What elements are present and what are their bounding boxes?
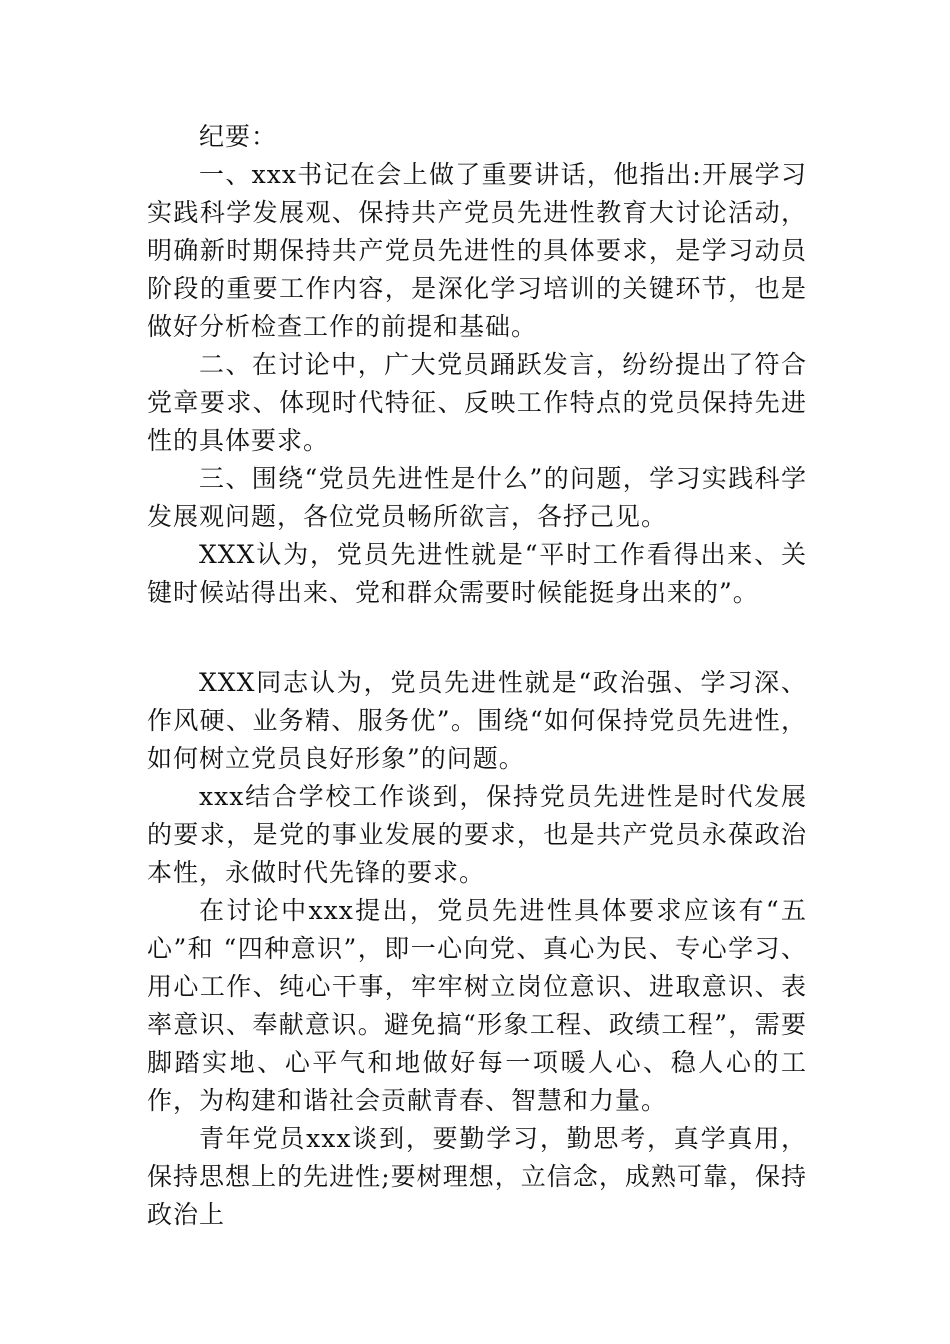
paragraph-young-member: 青年党员xxx谈到，要勤学习，勤思考，真学真用，保持思想上的先进性;要树理想，立信念，成熟可靠，保持政治上: [147, 1124, 807, 1229]
minutes-heading: 纪要：: [199, 122, 278, 151]
paragraph-point-one: 一、xxx书记在会上做了重要讲话，他指出:开展学习实践科学发展观、保持共产党员先进性教育大讨论活动，明确新时期保持共产党员先进性的具体要求，是学习动员阶段的重要工作内容，是深化学习培训的关键环节，也是做好分析检查工作的前提和基础。: [147, 160, 807, 341]
paragraph-xxx-opinion: XXX认为，党员先进性就是“平时工作看得出来、关键时候站得出来、党和群众需要时候能挺身出来的”。: [147, 540, 807, 607]
paragraph-school-work: xxx结合学校工作谈到，保持党员先进性是时代发展的要求，是党的事业发展的要求，也是共产党员永葆政治本性，永做时代先锋的要求。: [147, 782, 807, 887]
paragraph-point-two: 二、在讨论中，广大党员踊跃发言，纷纷提出了符合党章要求、体现时代特征、反映工作特点的党员保持先进性的具体要求。: [147, 350, 807, 455]
paragraph-gap: [147, 612, 807, 664]
document-body: [147, 118, 807, 1234]
paragraph-comrade-opinion: XXX同志认为，党员先进性就是“政治强、学习深、作风硬、业务精、服务优”。围绕“如何保持党员先进性，如何树立党员良好形象”的问题。: [147, 668, 807, 773]
paragraph-five-hearts: 在讨论中xxx提出，党员先进性具体要求应该有“五心”和 “四种意识”，即一心向党、真心为民、专心学习、用心工作、纯心干事，牢牢树立岗位意识、进取意识、表率意识、奉献意识。避免搞“形象工程、政绩工程”，需要脚踏实地、心平气和地做好每一项暖人心、稳人心的工作，为构建和谐社会贡献青春、智慧和力量。: [147, 896, 807, 1115]
paragraph-point-three: 三、围绕“党员先进性是什么”的问题，学习实践科学发展观问题，各位党员畅所欲言，各抒己见。: [147, 464, 807, 531]
